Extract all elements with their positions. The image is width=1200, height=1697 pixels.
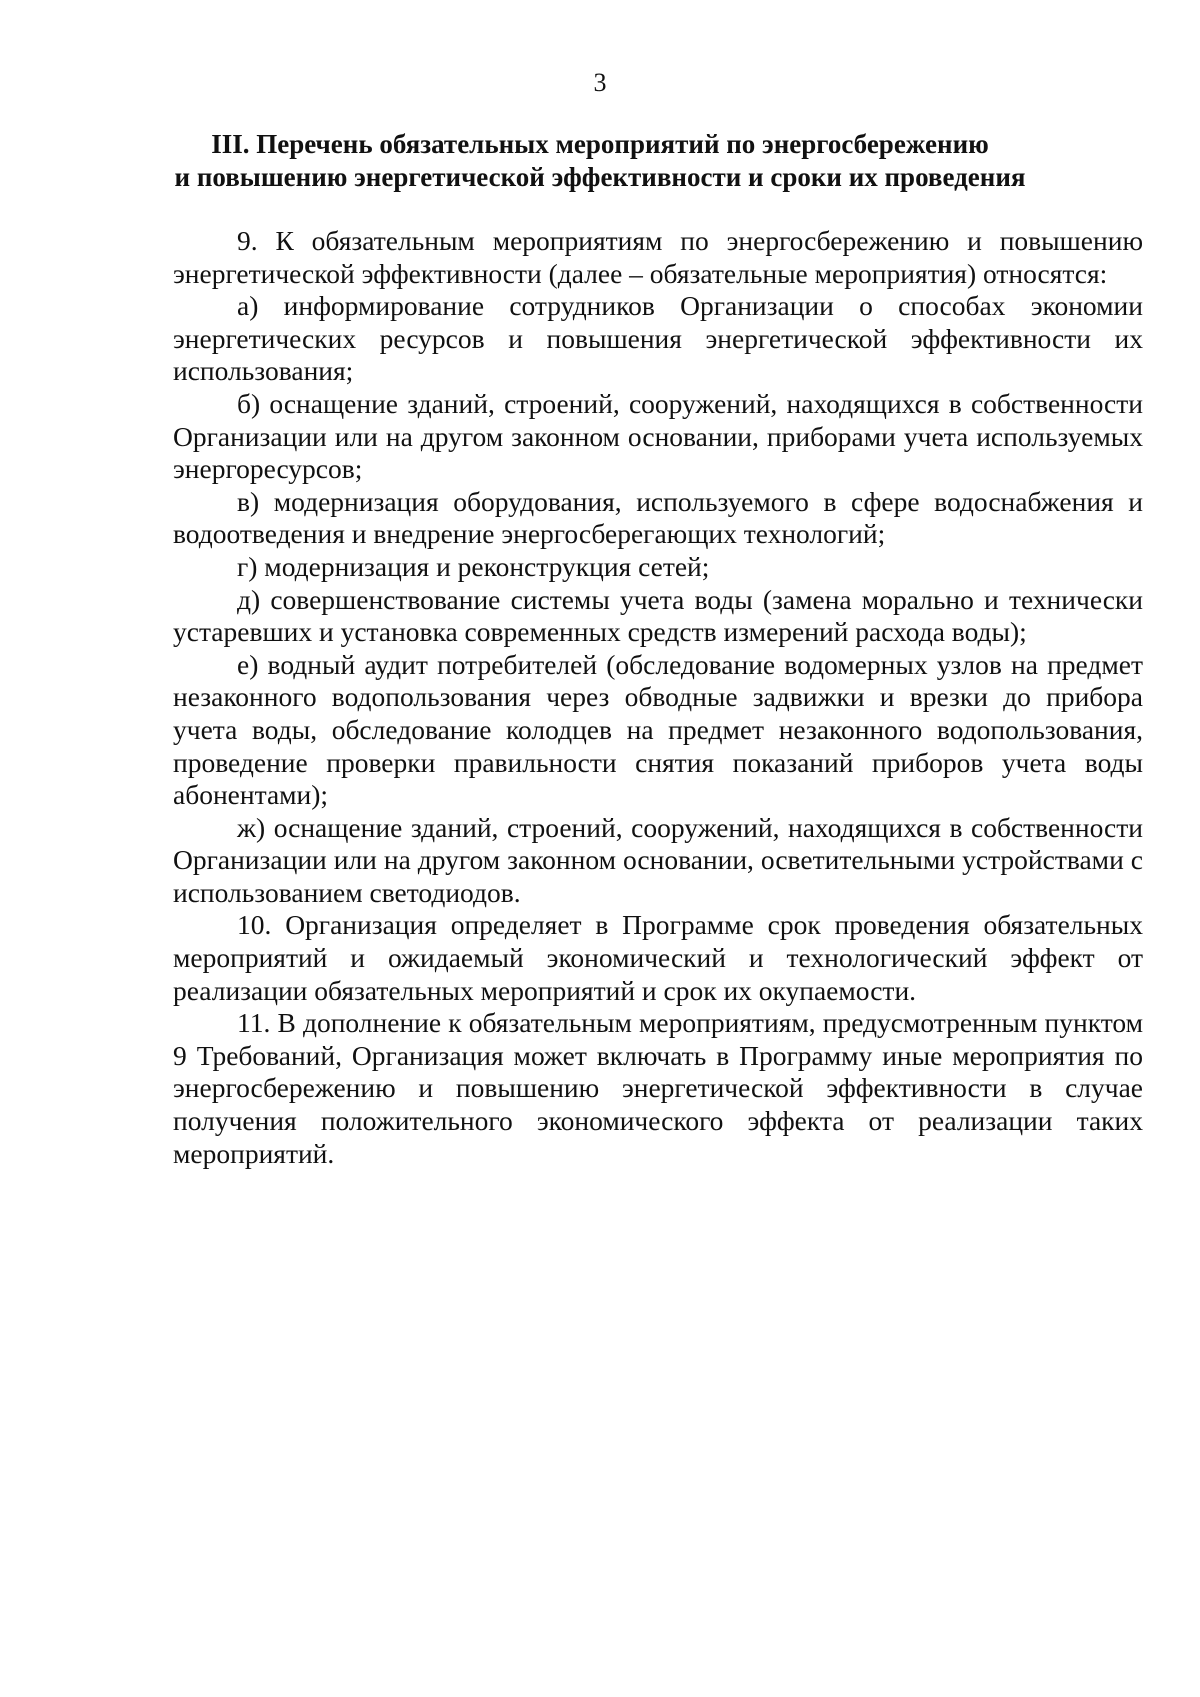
paragraph-10: 10. Организация определяет в Программе срок проведения обязательных мероприятий и ожидаемый экономический и технологический эффект от реализации обязательных мероприятий и срок их окупаемости. — [173, 909, 1143, 1006]
page-number: 3 — [593, 68, 607, 97]
paragraph-11: 11. В дополнение к обязательным мероприятиям, предусмотренным пунктом 9 Требований, Организация может включать в Программу иные мероприятия по энергосбережению и повышению энергетической эффективности в случае получения положительного экономического эффекта от реализации таких мероприятий. — [173, 1007, 1143, 1169]
paragraph-9e: е) водный аудит потребителей (обследование водомерных узлов на предмет незаконного водопользования через обводные задвижки и врезки до прибора учета воды, обследование колодцев на предмет незаконного водопользования, проведение проверки правильности снятия показаний приборов учета воды абонентами); — [173, 648, 1143, 811]
section-heading-line-1: III. Перечень обязательных мероприятий по энергосбережению — [211, 129, 989, 159]
section-heading — [0, 128, 1200, 194]
document-body — [173, 225, 1143, 1170]
paragraph-9a: а) информирование сотрудников Организации о способах экономии энергетических ресурсов и повышения энергетической эффективности их использования; — [173, 290, 1143, 387]
paragraph-9zh: ж) оснащение зданий, строений, сооружений, находящихся в собственности Организации или на другом законном основании, осветительными устройствами с использованием светодиодов. — [173, 811, 1143, 908]
paragraph-9d: д) совершенствование системы учета воды (замена морально и технически устаревших и установка современных средств измерений расхода воды); — [173, 583, 1143, 648]
section-heading-line-2: и повышению энергетической эффективности и сроки их проведения — [174, 162, 1026, 192]
paragraph-9: 9. К обязательным мероприятиям по энергосбережению и повышению энергетической эффективности (далее – обязательные мероприятия) относятся: — [173, 225, 1143, 289]
paragraph-9b: б) оснащение зданий, строений, сооружений, находящихся в собственности Организации или на другом законном основании, приборами учета используемых энергоресурсов; — [173, 387, 1143, 485]
paragraph-9g: г) модернизация и реконструкция сетей; — [237, 550, 710, 582]
paragraph-9v: в) модернизация оборудования, используемого в сфере водоснабжения и водоотведения и внедрение энергосберегающих технологий; — [173, 485, 1143, 550]
